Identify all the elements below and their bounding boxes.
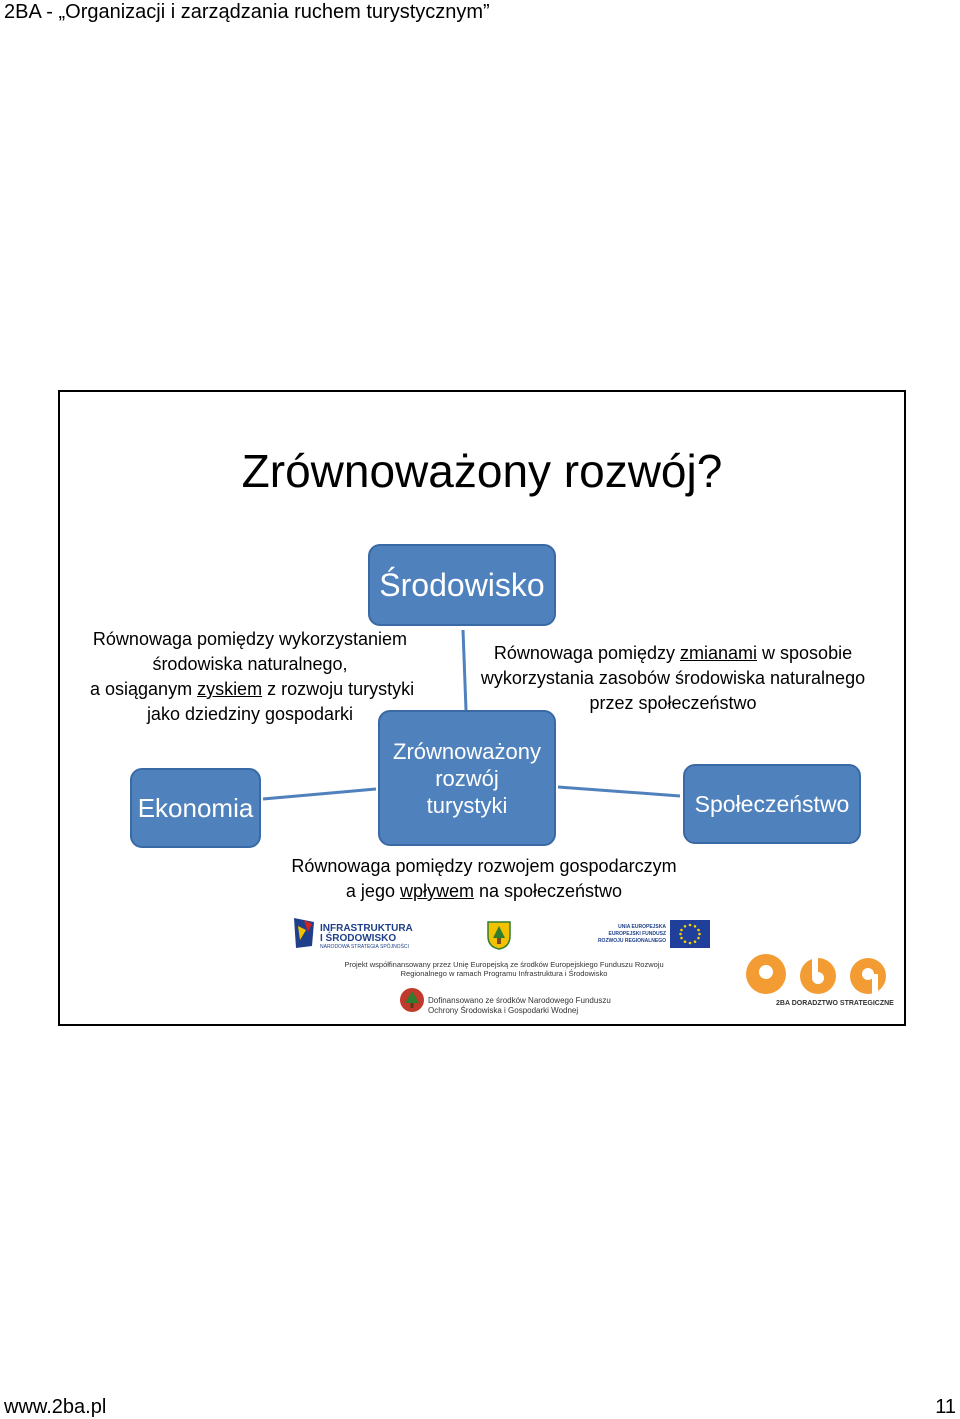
caption-bottom-link: wpływem [399,881,474,901]
caption-left-line3-post: z rozwoju turystyki [262,679,415,699]
brand-tagline: 2BA DORADZTWO STRATEGICZNE [776,1000,894,1007]
fund-line2: Ochrony Środowiska i Gospodarki Wodnej [428,1006,579,1015]
node-center-label: Zrównoważony rozwój turystyki [393,738,541,818]
eu-logo-text [596,924,666,945]
infra-line2: I ŚRODOWISKO [320,933,397,944]
caption-bottom-line2-post: na społeczeństwo [473,881,623,901]
caption-right-line1-post: w sposobie [757,643,853,663]
eu-flag-icon [670,920,710,948]
caption-left-line4: jako dziedziny gospodarki [146,704,354,724]
caption-bottom [266,854,702,904]
eu-line1: UNIA EUROPEJSKA [618,924,666,930]
infrastructure-logo-icon [292,916,318,950]
node-society-label: Społeczeństwo [694,790,850,817]
caption-left-line2: środowiska naturalnego, [152,654,348,674]
slide-title: Zrównoważony rozwój? [241,445,723,497]
project-line2: Regionalnego w ramach Programu Infrastruktura i Środowisko [400,969,608,978]
caption-right-line2: wykorzystania zasobów środowiska naturalnego [480,668,866,688]
caption-left-link: zyskiem [197,679,263,699]
connector-center-society [558,787,680,796]
document-header: 2BA - „Organizacji i zarządzania ruchem turystycznym” [4,1,490,23]
eu-line3: ROZWOJU REGIONALNEGO [597,938,666,944]
infra-line1: INFRASTRUKTURA [320,923,413,934]
fund-line1: Dofinansowano ze środków Narodowego Funduszu [428,996,611,1005]
caption-left-line3-pre: a osiąganym [90,679,198,699]
project-line1: Projekt współfinansowany przez Unię Europejską ze środków Europejskiego Funduszu Rozwoju [344,960,664,969]
coat-of-arms-icon [486,920,512,950]
caption-left-line1: Równowaga pomiędzy wykorzystaniem [92,629,408,649]
connector-economy-center [263,789,376,799]
infrastructure-logo-text [320,924,413,951]
caption-right-link: zmianami [680,643,758,663]
node-environment [368,544,556,626]
caption-right [464,641,882,716]
node-environment-label: Środowisko [379,566,545,603]
node-economy-label: Ekonomia [137,792,254,823]
caption-right-line3: przez społeczeństwo [589,693,757,713]
caption-right-line1-pre: Równowaga pomiędzy [493,643,680,663]
slide [58,390,906,1026]
infra-sub: NARODOWA STRATEGIA SPÓJNOŚCI [320,944,409,950]
footer-url: www.2ba.pl [4,1396,107,1418]
node-center [378,710,556,846]
node-economy [130,768,261,848]
caption-bottom-line1: Równowaga pomiędzy rozwojem gospodarczym [291,856,677,876]
node-society [683,764,861,844]
page-number: 11 [935,1396,956,1418]
caption-left [90,627,415,727]
project-note [330,960,678,978]
eu-line2: EUROPEJSKI FUNDUSZ [608,931,666,937]
fund-note [428,996,611,1016]
nfosigw-logo-icon [398,986,426,1014]
caption-bottom-line2-pre: a jego [345,881,400,901]
